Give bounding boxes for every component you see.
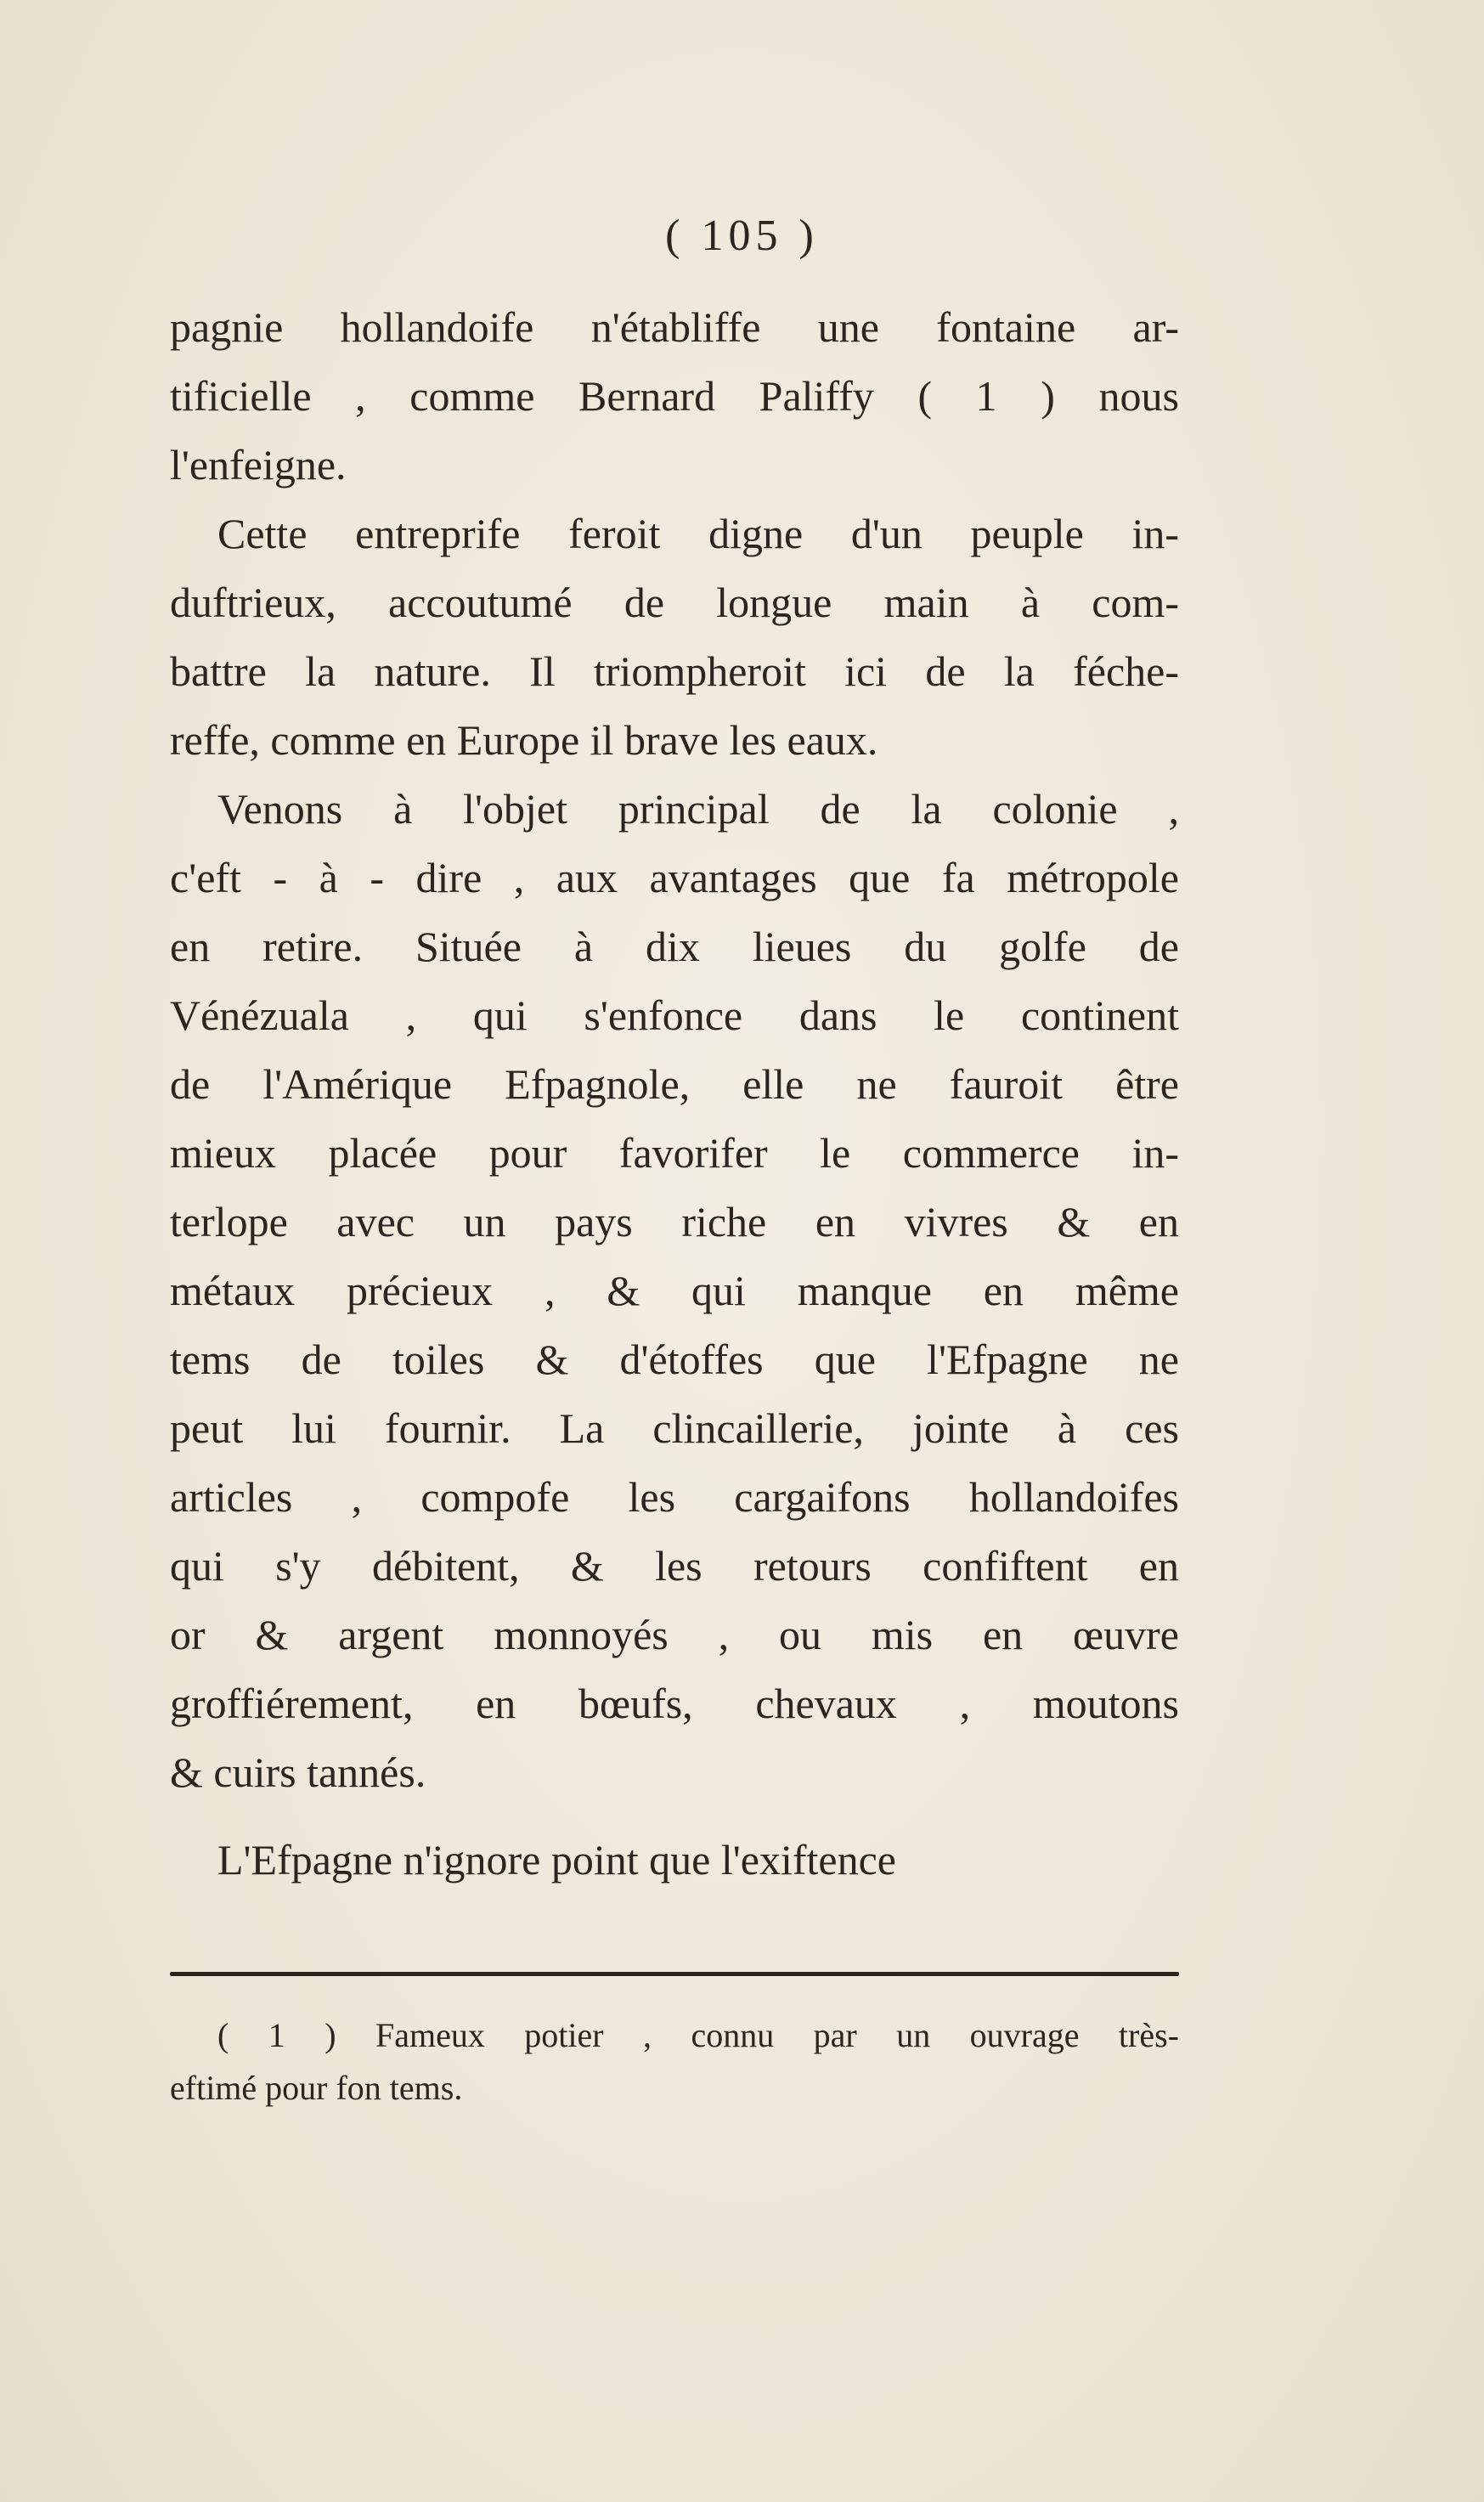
text-line: & cuirs tannés.: [170, 1748, 426, 1796]
text-line: tificielle , comme Bernard Paliffy ( 1 ) nous: [170, 372, 1179, 420]
text-line: Vénézuala , qui s'enfonce dans le continent: [170, 991, 1179, 1039]
text-line: qui s'y débitent, & les retours confiftent en: [170, 1542, 1179, 1590]
text-line: c'eft - à - dire , aux avantages que fa métropole: [170, 854, 1179, 901]
body-text: [170, 293, 1179, 1895]
text-line: tems de toiles & d'étoffes que l'Efpagne ne: [170, 1336, 1179, 1383]
footnote-line: ( 1 ) Fameux potier , connu par un ouvrage très-: [217, 2016, 1179, 2054]
text-line: métaux précieux , & qui manque en même: [170, 1267, 1179, 1314]
text-line: L'Efpagne n'ignore point que l'exiftence: [217, 1836, 896, 1884]
text-line: terlope avec un pays riche en vivres & en: [170, 1198, 1179, 1245]
text-line: battre la nature. Il triompheroit ici de la féche-: [170, 647, 1179, 695]
text-line: l'enfeigne.: [170, 441, 347, 489]
text-line: or & argent monnoyés , ou mis en œuvre: [170, 1611, 1179, 1658]
text-line: peut lui fournir. La clincaillerie, jointe à ces: [170, 1404, 1179, 1452]
text-line: articles , compofe les cargaifons hollandoifes: [170, 1473, 1179, 1521]
text-line: duftrieux, accoutumé de longue main à com-: [170, 579, 1179, 626]
text-line: Venons à l'objet principal de la colonie ,: [217, 785, 1179, 833]
text-line: pagnie hollandoife n'établiffe une fontaine ar-: [170, 303, 1179, 351]
text-line: groffiérement, en bœufs, chevaux , moutons: [170, 1680, 1179, 1727]
page-number: ( 105 ): [665, 212, 819, 260]
text-line: mieux placée pour favorifer le commerce in-: [170, 1129, 1179, 1177]
footnote: [170, 2009, 1179, 2115]
text-line: en retire. Située à dix lieues du golfe de: [170, 923, 1179, 970]
footnote-line: eftimé pour fon tems.: [170, 2069, 463, 2107]
text-line: de l'Amérique Efpagnole, elle ne fauroit être: [170, 1060, 1179, 1108]
text-line: Cette entreprife feroit digne d'un peuple in-: [217, 510, 1179, 557]
footnote-rule: [170, 1972, 1179, 1976]
text-line: reffe, comme en Europe il brave les eaux.: [170, 716, 878, 764]
